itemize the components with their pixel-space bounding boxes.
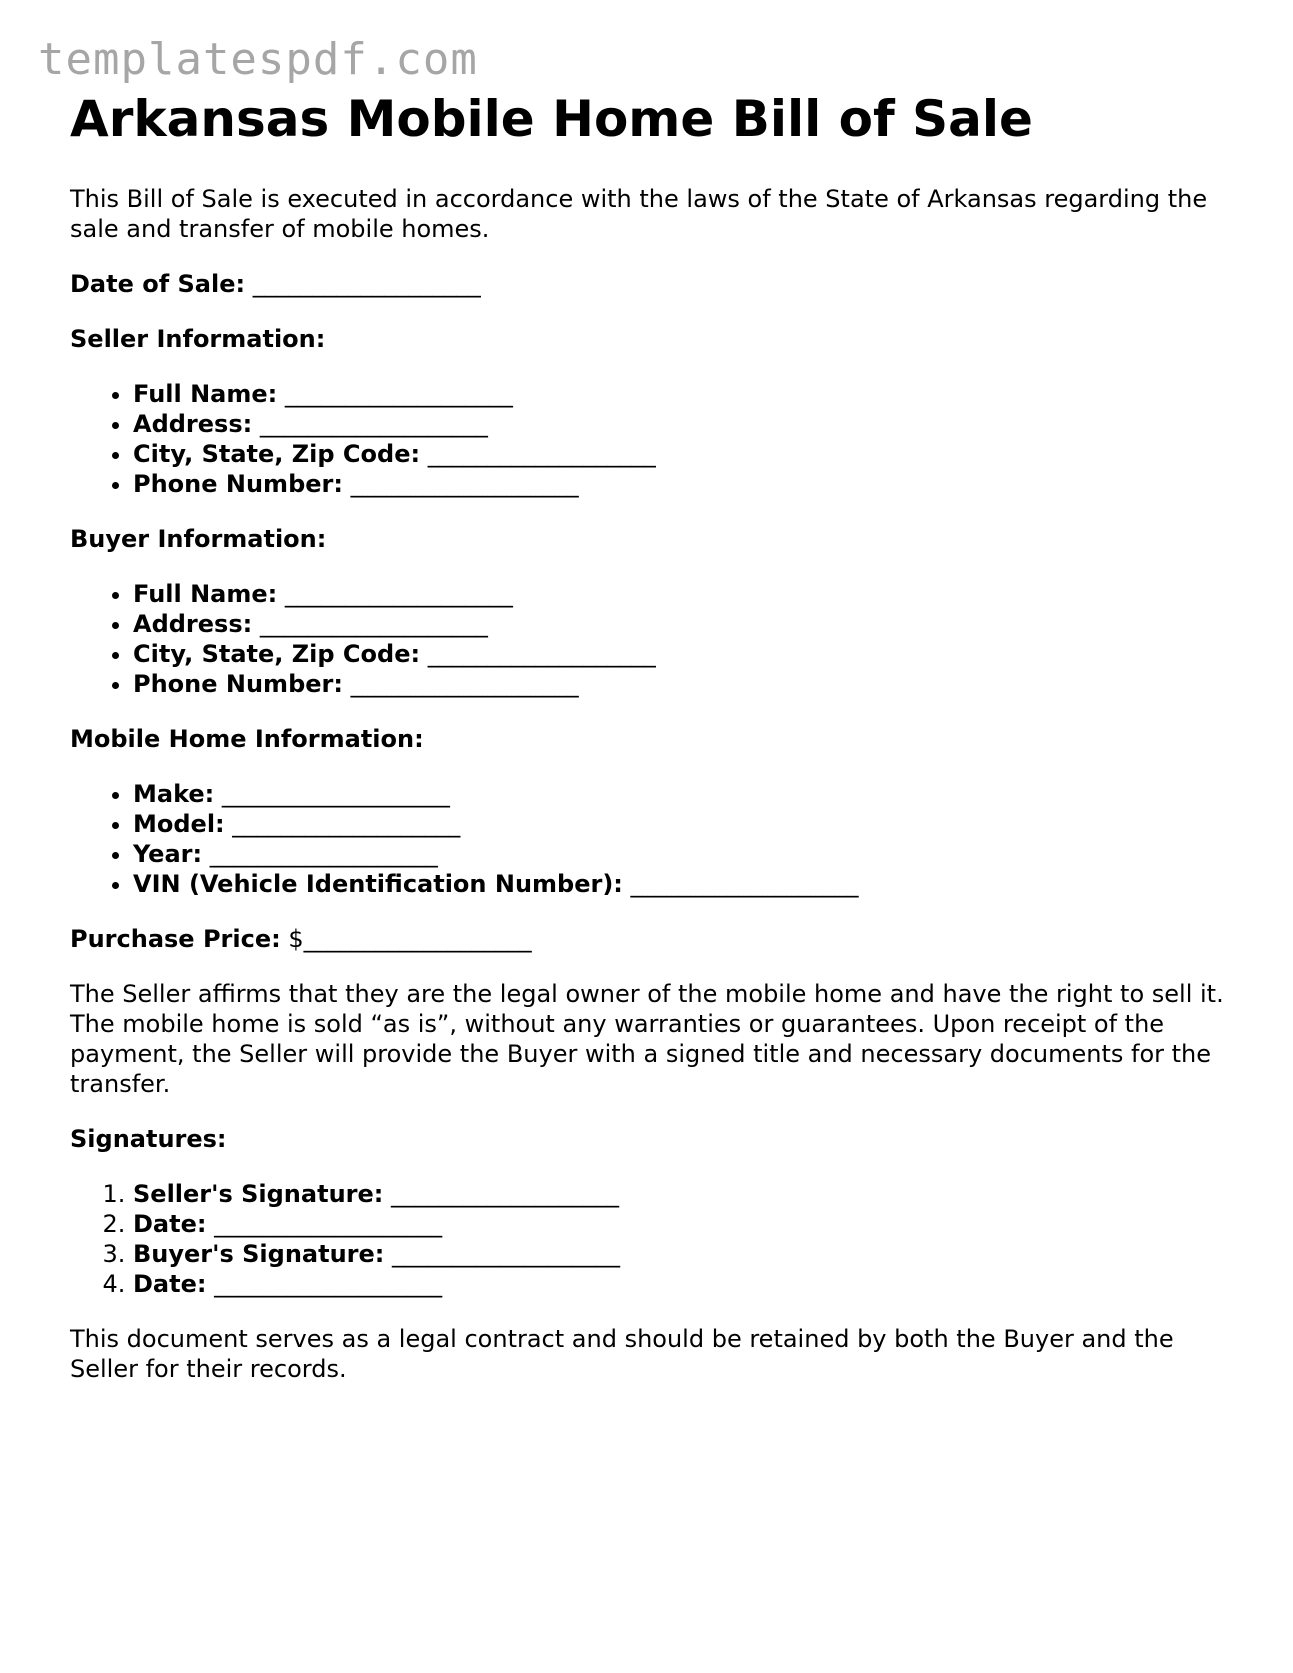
seller-full-name-label: Full Name: (133, 380, 278, 408)
mobile-home-fields-list (70, 779, 1230, 899)
list-item (133, 1209, 1230, 1239)
list-item (133, 1239, 1230, 1269)
list-item (133, 809, 1230, 839)
model-blank[interactable]: ___________________ (232, 810, 461, 838)
list-item (133, 639, 1230, 669)
intro-paragraph: This Bill of Sale is executed in accordance with the laws of the State of Arkansas regarding the sale and transfer of mobile homes. (70, 185, 1208, 243)
seller-date-label: Date: (133, 1210, 207, 1238)
seller-date-blank[interactable]: ___________________ (214, 1210, 443, 1238)
list-item (133, 839, 1230, 869)
seller-signature-blank[interactable]: ___________________ (391, 1180, 619, 1208)
list-item (133, 579, 1230, 609)
seller-city-state-zip-label: City, State, Zip Code: (133, 440, 421, 468)
seller-heading: Seller Information: (70, 325, 326, 353)
make-label: Make: (133, 780, 215, 808)
purchase-price-line (70, 924, 1230, 954)
buyer-date-blank[interactable]: ___________________ (214, 1270, 443, 1298)
document-body (70, 88, 1230, 1409)
list-item (133, 669, 1230, 699)
buyer-date-label: Date: (133, 1270, 207, 1298)
date-of-sale-label: Date of Sale: (70, 270, 246, 298)
buyer-full-name-blank[interactable]: ___________________ (284, 580, 513, 608)
seller-city-state-zip-blank[interactable]: ___________________ (427, 440, 656, 468)
list-item (133, 409, 1230, 439)
closing-paragraph: This document serves as a legal contract and should be retained by both the Buyer and the Seller for their records. (70, 1325, 1174, 1383)
vin-label: VIN (Vehicle Identification Number): (133, 870, 623, 898)
list-item (133, 379, 1230, 409)
buyer-address-label: Address: (133, 610, 253, 638)
buyer-address-blank[interactable]: ___________________ (259, 610, 488, 638)
buyer-heading: Buyer Information: (70, 525, 327, 553)
buyer-signature-label: Buyer's Signature: (133, 1240, 385, 1268)
seller-signature-label: Seller's Signature: (133, 1180, 384, 1208)
make-blank[interactable]: ___________________ (221, 780, 450, 808)
date-of-sale-line (70, 269, 1230, 299)
date-of-sale-blank[interactable]: ___________________ (252, 270, 481, 298)
seller-address-label: Address: (133, 410, 253, 438)
list-item (133, 469, 1230, 499)
seller-phone-blank[interactable]: ___________________ (350, 470, 579, 498)
vin-blank[interactable]: ___________________ (630, 870, 859, 898)
list-item (133, 779, 1230, 809)
model-label: Model: (133, 810, 225, 838)
seller-fields-list (70, 379, 1230, 499)
buyer-signature-blank[interactable]: ___________________ (392, 1240, 621, 1268)
buyer-phone-blank[interactable]: ___________________ (350, 670, 579, 698)
buyer-phone-label: Phone Number: (133, 670, 343, 698)
purchase-price-label: Purchase Price: (70, 925, 281, 953)
buyer-full-name-label: Full Name: (133, 580, 278, 608)
seller-address-blank[interactable]: ___________________ (259, 410, 488, 438)
list-item (133, 1179, 1230, 1209)
buyer-fields-list (70, 579, 1230, 699)
year-label: Year: (133, 840, 203, 868)
mobile-home-heading: Mobile Home Information: (70, 725, 424, 753)
buyer-city-state-zip-label: City, State, Zip Code: (133, 640, 421, 668)
list-item (133, 609, 1230, 639)
buyer-city-state-zip-blank[interactable]: ___________________ (427, 640, 656, 668)
seller-phone-label: Phone Number: (133, 470, 343, 498)
year-blank[interactable]: ___________________ (209, 840, 438, 868)
seller-full-name-blank[interactable]: ___________________ (284, 380, 513, 408)
list-item (133, 439, 1230, 469)
document-title: Arkansas Mobile Home Bill of Sale (70, 90, 1033, 148)
list-item (133, 1269, 1230, 1299)
signatures-heading: Signatures: (70, 1125, 227, 1153)
purchase-price-blank[interactable]: $___________________ (288, 925, 532, 953)
watermark-text: templatespdf.com (38, 34, 478, 85)
affirmation-paragraph: The Seller affirms that they are the legal owner of the mobile home and have the right to sell it. The mobile home is sold “as is”, without any warranties or guarantees. Upon receipt of the payment, the Seller will provide the Buyer with a signed title and necessary documents for the transfer. (70, 980, 1224, 1098)
list-item (133, 869, 1230, 899)
signatures-list (70, 1179, 1230, 1299)
